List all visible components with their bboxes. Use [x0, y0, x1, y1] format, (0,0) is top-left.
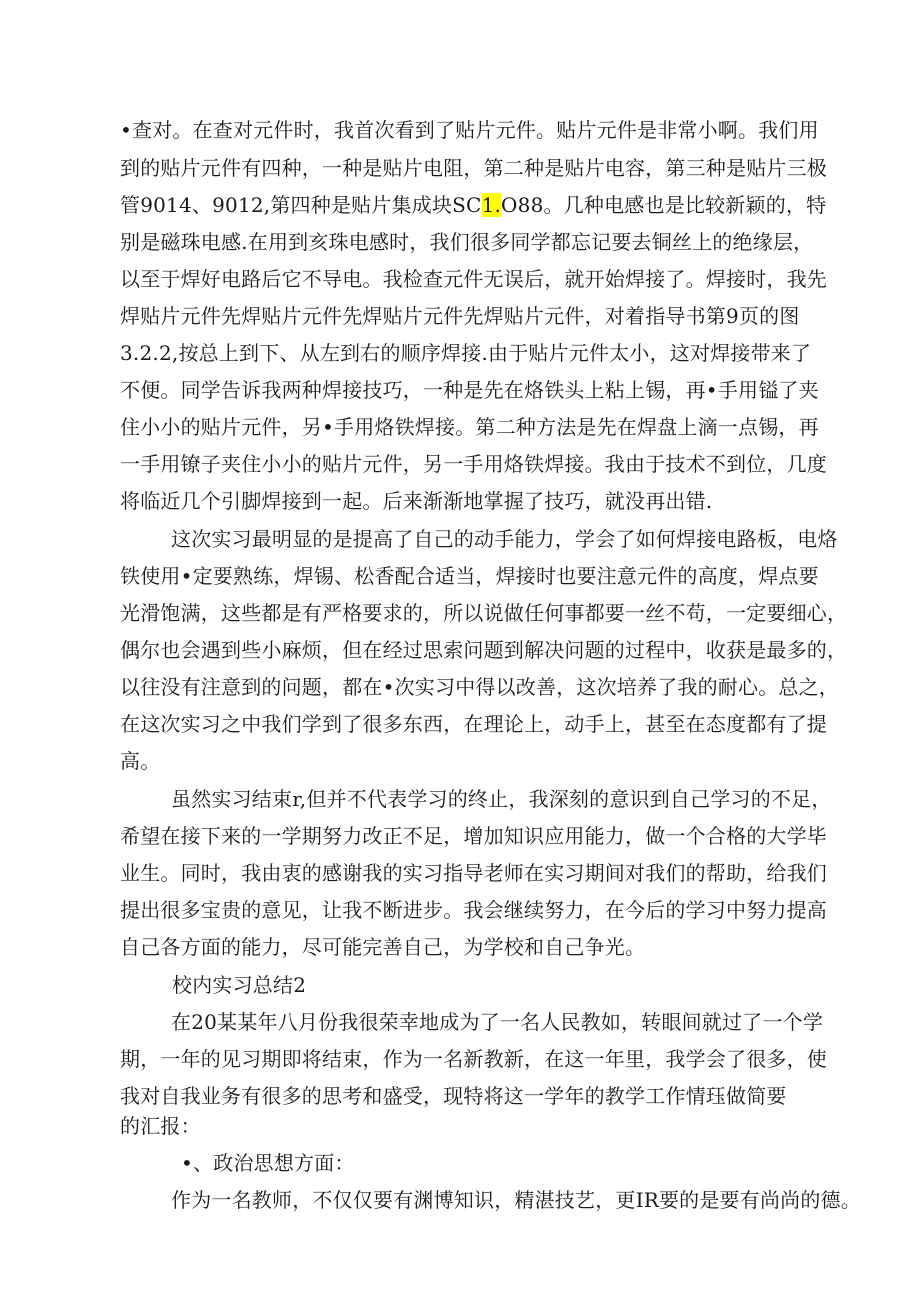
- paragraph-line: 以至于焊好电路后它不导电。我检查元件无误后，就开始焊接了。焊接时，我先: [120, 267, 827, 291]
- section-title: 校内实习总结2: [172, 973, 307, 997]
- paragraph-line: 希望在接下来的一学期努力改正不足，增加知识应用能力，做一个合格的大学毕: [120, 824, 827, 848]
- paragraph-line: [120, 192, 827, 218]
- text-run: 管9014、9012,第四种是贴片集成块SC: [120, 193, 482, 217]
- paragraph-line: 提出很多宝贵的意见，让我不断进步。我会继续努力，在今后的学习中努力提高: [120, 898, 827, 922]
- paragraph-line: 在这次实习之中我们学到了很多东西，在理论上，动手上，甚至在态度都有了提: [120, 712, 827, 736]
- paragraph-line: 业生。同时，我由衷的感谢我的实习指导老师在实习期间对我们的帮助，给我们: [120, 861, 827, 885]
- paragraph-line: 在20某某年八月份我很荣幸地成为了一名人民教如，转眼间就过了一个学: [171, 1010, 824, 1034]
- paragraph-line: 3.2.2,按总上到下、从左到右的顺序焊接.由于贴片元件太小，这对焊接带来了: [120, 341, 812, 365]
- paragraph-line: 自己各方面的能力，尽可能完善自己，为学校和自己争光。: [120, 935, 646, 959]
- paragraph-line: 铁使用•定要熟练，焊锡、松香配合适当，焊接时也要注意元件的高度，焊点要: [120, 564, 819, 588]
- paragraph-line: 别是磁珠电感.在用到亥珠电感时，我们很多同学都忘记要去铜丝上的绝缘层，: [120, 230, 814, 254]
- paragraph-line: 作为一名教师，不仅仅要有渊博知识，精湛技艺，更IR要的是要有尚尚的德。: [171, 1188, 861, 1212]
- paragraph-line: •查对。在查对元件时，我首次看到了贴片元件。贴片元件是非常小啊。我们用: [120, 118, 819, 142]
- paragraph-line: 期，一年的见习期即将结束，作为一名新教新，在这一年里，我学会了很多，使: [120, 1047, 827, 1071]
- paragraph-line: 虽然实习结束r,但并不代表学习的终止，我深刻的意识到自己学习的不足，: [171, 787, 832, 811]
- paragraph-line: 到的贴片元件有四种，一种是贴片电阻，第二种是贴片电容，第三种是贴片三极: [120, 156, 827, 180]
- paragraph-line: 这次实习最明显的是提高了自己的动手能力，学会了如何焊接电路板，电烙: [171, 527, 838, 551]
- paragraph-line: 偶尔也会遇到些小麻烦，但在经过思索问题到解决问题的过程中，收获是最多的，: [120, 638, 848, 662]
- paragraph-line: 以往没有注意到的问题，都在•次实习中得以改善，这次培养了我的耐心。总之，: [120, 675, 839, 699]
- paragraph-line: 一手用镣子夹住小小的贴片元件，另一手用烙铁焊接。我由于技术不到位，几度: [120, 452, 827, 476]
- paragraph-line: 高。: [120, 749, 161, 773]
- highlighted-text: 1.: [481, 193, 502, 217]
- paragraph-line: 光滑饱满，这些都是有严格要求的，所以说做任何事都要一丝不苟，一定要细心，: [120, 601, 848, 625]
- paragraph-line: 的汇报：: [120, 1114, 201, 1138]
- paragraph-line: 将临近几个引脚焊接到一起。后来渐渐地掌握了技巧，就没再出错.: [120, 489, 713, 513]
- text-run: O88。几种电感也是比较新颖的，特: [501, 193, 827, 217]
- subheading: •、政治思想方面：: [181, 1151, 355, 1175]
- paragraph-line: 不便。同学告诉我两种焊接技巧，一种是先在烙铁头上粘上锡，再•手用镒了夹: [120, 378, 819, 402]
- paragraph-line: 我对自我业务有很多的思考和盛受，现特将这一学年的教学工作情珏做简要: [120, 1084, 787, 1108]
- paragraph-line: 焊贴片元件先焊贴片元件先焊贴片元件先焊贴片元件，对着指导书第9页的图: [120, 304, 800, 328]
- paragraph-line: 住小小的贴片元件，另•手用烙铁焊接。第二种方法是先在焊盘上滴一点锡，再: [120, 415, 819, 439]
